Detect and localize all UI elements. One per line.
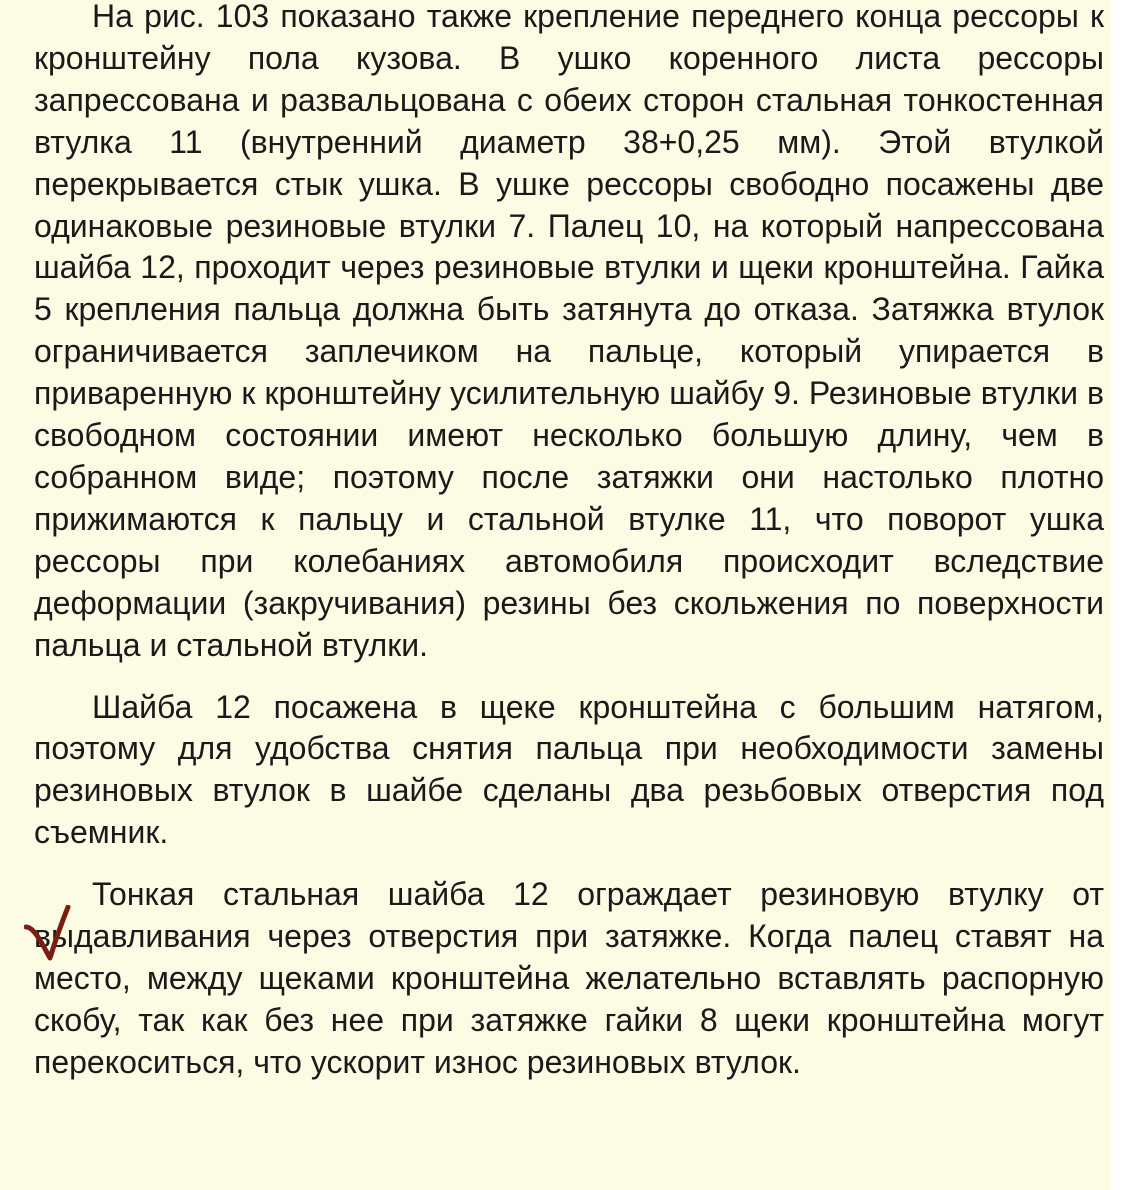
paragraph-3: Тонкая стальная шайба 12 ограждает резиновую втулку от выдавливания через отверстия при затяжке. Когда палец ставят на место, между щеками кронштейна желательно вставлять распорную скобу, так как без нее при затяжке гайки 8 щеки кронштейна могут перекоситься, что ускорит износ резиновых втулок.	[34, 876, 1104, 1080]
paragraph-1: На рис. 103 показано также крепление переднего конца рессоры к кронштейну пола кузова. В ушко коренного листа рессоры запрессована и развальцована с обеих сторон стальная тонкостенная втулка 11 (внутренний диаметр 38+0,25 мм). Этой втулкой перекрывается стык ушка. В ушке рессоры свободно посажены две одинаковые резиновые втулки 7. Палец 10, на который напрессована шайба 12, проходит через резиновые втулки и щеки кронштейна. Гайка 5 крепления пальца должна быть затянута до отказа. Затяжка втулок ограничивается заплечиком на пальце, который упирается в приваренную к кронштейну усилительную шайбу 9. Резиновые втулки в свободном состоянии имеют несколько большую длину, чем в собранном виде; поэтому после затяжки они настолько плотно прижимаются к пальцу и стальной втулке 11, что поворот ушка рессоры при колебаниях автомобиля происходит вследствие деформации (закручивания) резины без скольжения по поверхности пальца и стальной втулки.	[34, 0, 1104, 663]
document-text	[34, 0, 1104, 1084]
paragraph-2: Шайба 12 посажена в щеке кронштейна с большим натягом, поэтому для удобства снятия пальца при необходимости замены резиновых втулок в шайбе сделаны два резьбовых отверстия под съемник.	[34, 688, 1104, 851]
checkmark-icon	[24, 905, 76, 963]
page-edge	[1111, 0, 1125, 1190]
